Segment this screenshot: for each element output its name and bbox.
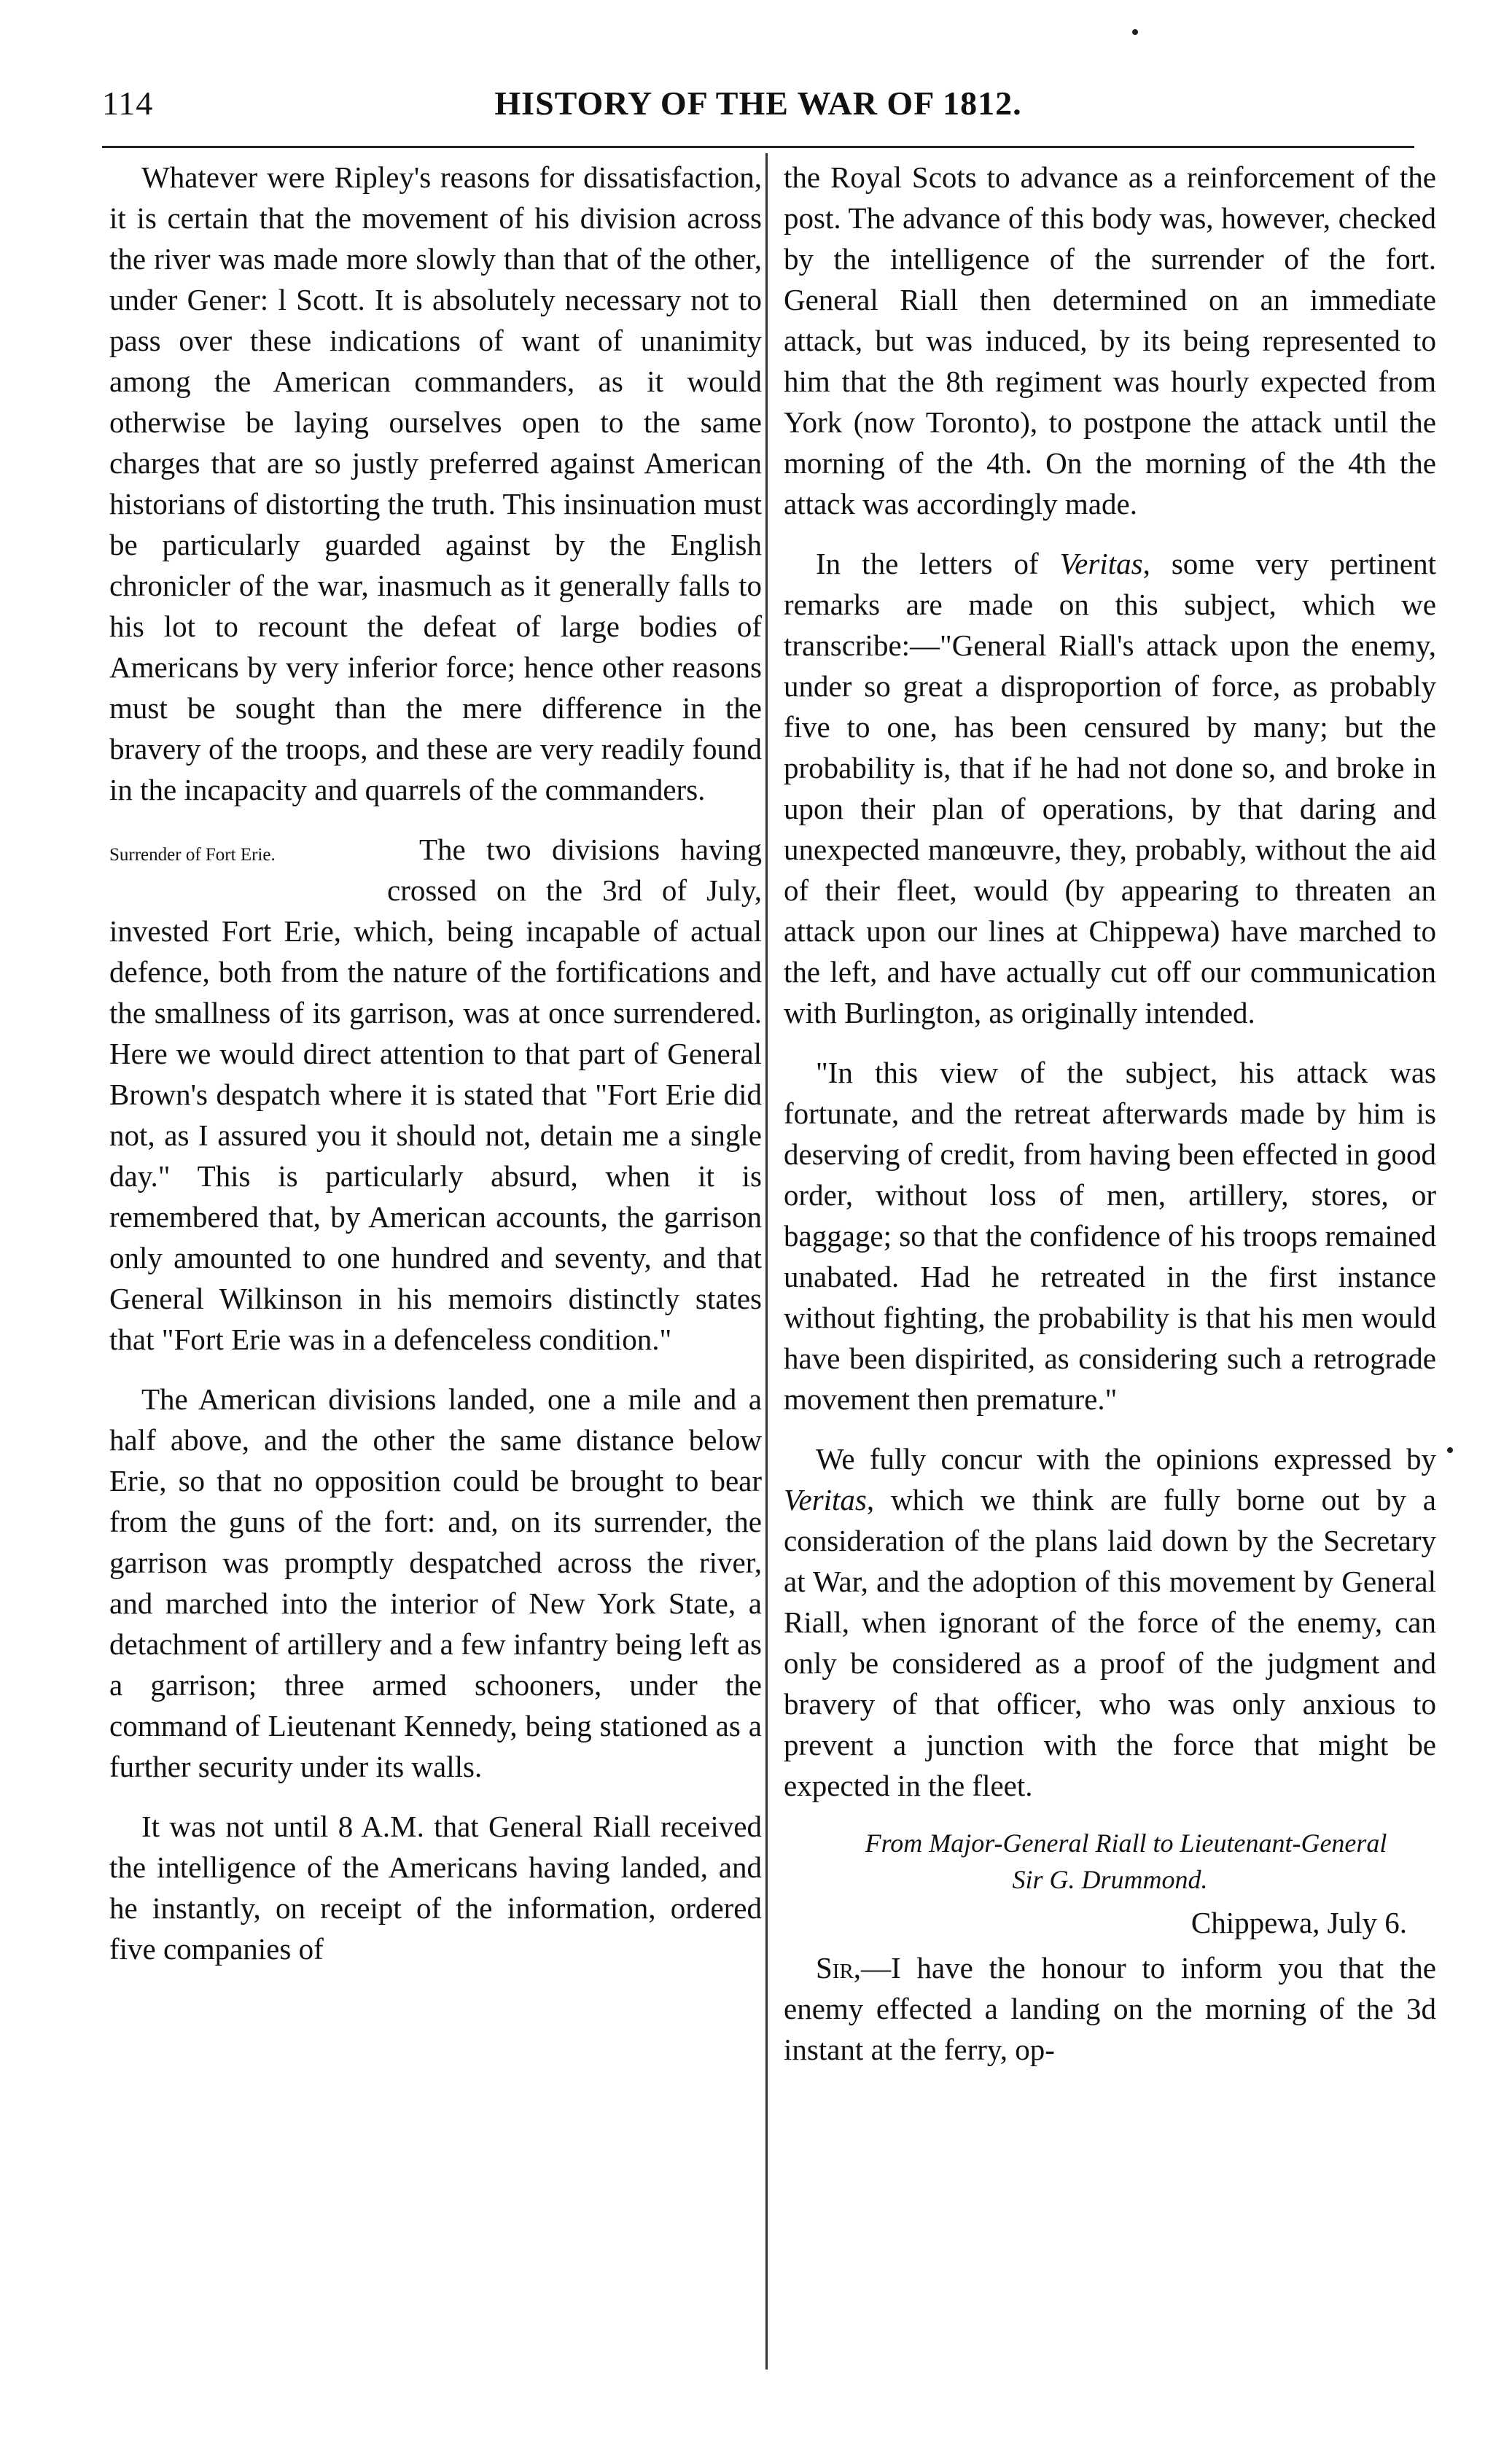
running-title: HISTORY OF THE WAR OF 1812. xyxy=(494,85,1022,122)
paragraph: It was not until 8 A.M. that General Riall received the intelligence of the Americans having landed, and he instantly, on receipt of the information, ordered five companies of xyxy=(109,1810,762,1966)
paragraph xyxy=(109,829,762,1360)
paragraph: The American divisions landed, one a mile and a half above, and the other the same distance below Erie, so that no opposition could be brought to bear from the guns of the fort: and, on its surrender, the garrison was promptly despatched across the river, and marched into the interior of New York State, a detachment of artillery and a few infantry being left as a garrison; three armed schooners, under the command of Lieutenant Kennedy, being stationed as a further security under its walls. xyxy=(109,1382,762,1783)
page-header xyxy=(102,84,1414,135)
text: —I have the honour to inform you that the enemy effected a landing on the morning of the 3d instant at the ferry, op- xyxy=(784,1951,1436,2066)
paragraph-text: The two divisions having crossed on the 3rd of July, invested Fort Erie, which, being incapable of actual defence, both from the nature of the fortifications and the smallness of its garrison, was at once surrendered. Here we would direct attention to that part of General Brown's despatch where it is stated that "Fort Erie did not, as I assured you it should not, detain me a single day." This is particularly absurd, when it is remembered that, by American accounts, the garrison only amounted to one hundred and seventy, and that General Wilkinson in his memoirs distinctly states that "Fort Erie was in a defenceless condition." xyxy=(109,833,762,1356)
margin-note: Surrender of Fort Erie. xyxy=(109,845,276,865)
left-column xyxy=(109,157,762,1969)
letter-heading xyxy=(784,1825,1436,1898)
italic-text: Veritas xyxy=(1059,547,1143,580)
header-rule xyxy=(102,146,1414,148)
place-date: Chippewa, July 6. xyxy=(1190,1906,1407,1939)
letter-heading-line: Sir G. Drummond. xyxy=(1012,1865,1208,1894)
salutation: Sir, xyxy=(816,1951,862,1985)
text: , which we think are fully borne out by a consideration of the plans laid down by the Secretary at War, and the adoption of this movement by General Riall, when ignorant of the force of the enemy, can only be considered as a proof of the judgment and bravery of that officer, who was only anxious to prevent a junction with the force that might be expected in the fleet. xyxy=(784,1483,1436,1802)
paragraph xyxy=(784,543,1436,1033)
paragraph xyxy=(784,1438,1436,1806)
stray-mark xyxy=(1447,1447,1453,1453)
paragraph: "In this view of the subject, his attack was fortunate, and the retreat afterwards made by him is deserving of credit, from having been effected in good order, without loss of men, artillery, stores, or baggage; so that the confidence of his troops remained unabated. Had he retreated in the first instance without fighting, the probability is that his men would have been dispirited, as considering such a retrograde movement then premature." xyxy=(784,1056,1436,1416)
italic-text: Veritas xyxy=(784,1483,867,1516)
paragraph xyxy=(784,1947,1436,2070)
text: In the letters of xyxy=(816,547,1060,580)
letter-heading-line: From Major-General Riall to Lieutenant-General xyxy=(865,1829,1387,1858)
text: , some very pertinent remarks are made on this subject, which we transcribe:—"General Riall's attack upon the enemy, under so great a disproportion of force, as probably five to one, has been censured by many; but the probability is, that if he had not done so, and broke in upon their plan of operations, by that daring and unexpected manœuvre, they, probably, without the aid of their fleet, would (by appearing to threaten an attack upon our lines at Chippewa) have marched to the left, and have actually cut off our communication with Burlington, as originally intended. xyxy=(784,547,1436,1029)
paragraph: Whatever were Ripley's reasons for dissatisfaction, it is certain that the movement of his division across the river was made more slowly than that of the other, under Gener: l Scott. It is absolutely necessary not to pass over these indications of want of unanimity among the American commanders, as it would otherwise be laying ourselves open to the same charges that are so justly preferred against American historians of distorting the truth. This insinuation must be particularly guarded against by the English chronicler of the war, inasmuch as it generally falls to his lot to recount the defeat of large bodies of Americans by very inferior force; hence other reasons must be sought than the mere difference in the bravery of the troops, and these are very readily found in the incapacity and quarrels of the commanders. xyxy=(109,160,762,806)
right-column xyxy=(784,157,1436,2070)
paragraph: the Royal Scots to advance as a reinforcement of the post. The advance of this body was, however, checked by the intelligence of the surrender of the fort. General Riall then determined on an immediate attack, but was induced, by its being represented to him that the 8th regiment was hourly expected from York (now Toronto), to postpone the attack until the morning of the 4th. On the morning of the 4th the attack was accordingly made. xyxy=(784,160,1436,521)
page-number: 114 xyxy=(102,85,154,122)
text: We fully concur with the opinions expressed by xyxy=(816,1442,1436,1476)
column-rule xyxy=(765,153,768,2370)
stray-mark xyxy=(1132,29,1138,35)
